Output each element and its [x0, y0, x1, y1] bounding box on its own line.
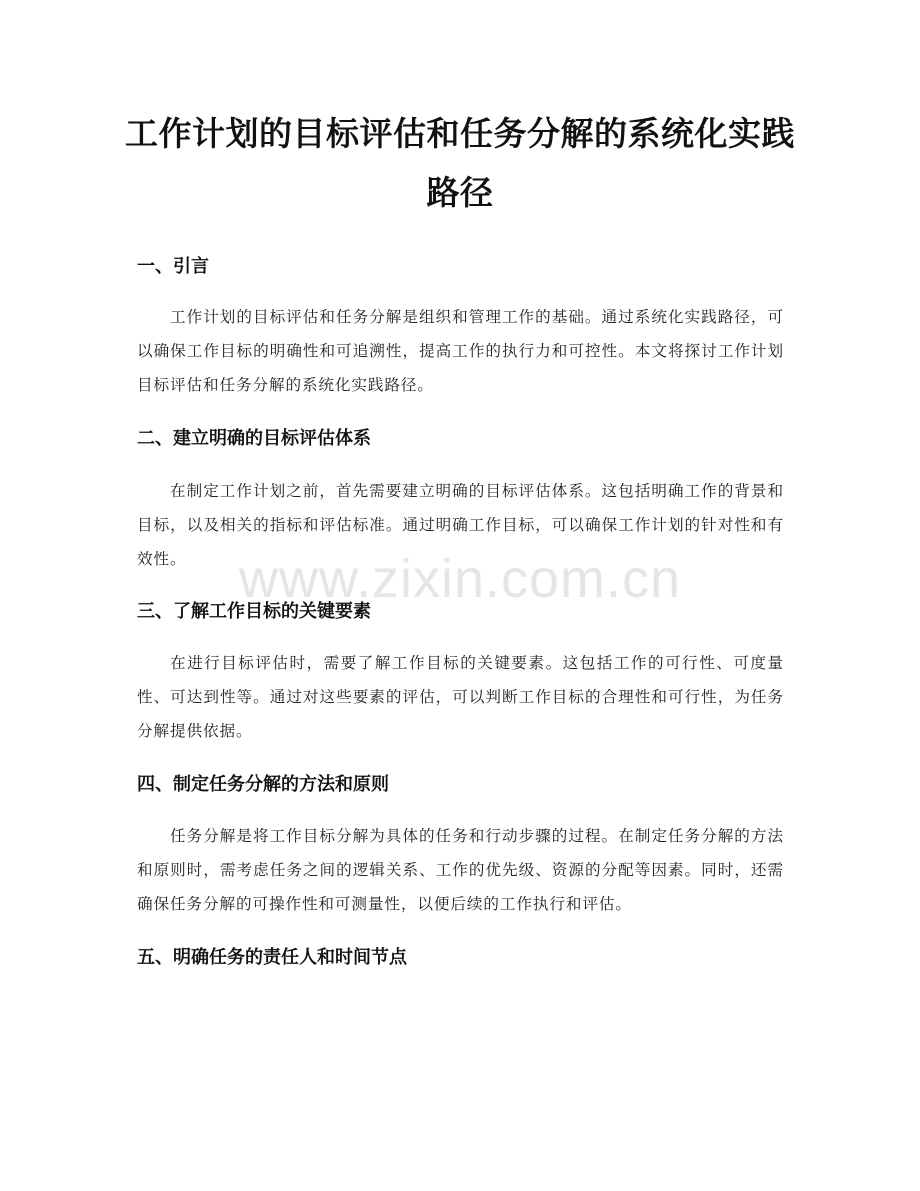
section-heading-key-elements: 三、了解工作目标的关键要素: [137, 601, 371, 622]
section-body-decomposition-method: 任务分解是将工作目标分解为具体的任务和行动步骤的过程。在制定任务分解的方法和原则时，需考虑任务之间的逻辑关系、工作的优先级、资源的分配等因素。同时，还需确保任务分解的可操作性和可测量性，以便后续的工作执行和评估。: [137, 827, 784, 913]
section-heading-evaluation-system: 二、建立明确的目标评估体系: [137, 428, 371, 449]
section-heading-decomposition-method: 四、制定任务分解的方法和原则: [137, 774, 389, 795]
document-title: 工作计划的目标评估和任务分解的系统化实践路径: [125, 114, 795, 212]
watermark: www.zixin.com.cn: [238, 549, 682, 609]
section-body-key-elements: 在进行目标评估时，需要了解工作目标的关键要素。这包括工作的可行性、可度量性、可达到性等。通过对这些要素的评估，可以判断工作目标的合理性和可行性，为任务分解提供依据。: [137, 654, 784, 740]
section-body-evaluation-system: 在制定工作计划之前，首先需要建立明确的目标评估体系。这包括明确工作的背景和目标，以及相关的指标和评估标准。通过明确工作目标，可以确保工作计划的针对性和有效性。: [137, 482, 784, 568]
section-heading-responsibility: 五、明确任务的责任人和时间节点: [137, 947, 407, 968]
section-body-intro: 工作计划的目标评估和任务分解是组织和管理工作的基础。通过系统化实践路径，可以确保工作目标的明确性和可追溯性，提高工作的执行力和可控性。本文将探讨工作计划目标评估和任务分解的系统化实践路径。: [137, 308, 784, 394]
section-heading-intro: 一、引言: [137, 256, 209, 277]
